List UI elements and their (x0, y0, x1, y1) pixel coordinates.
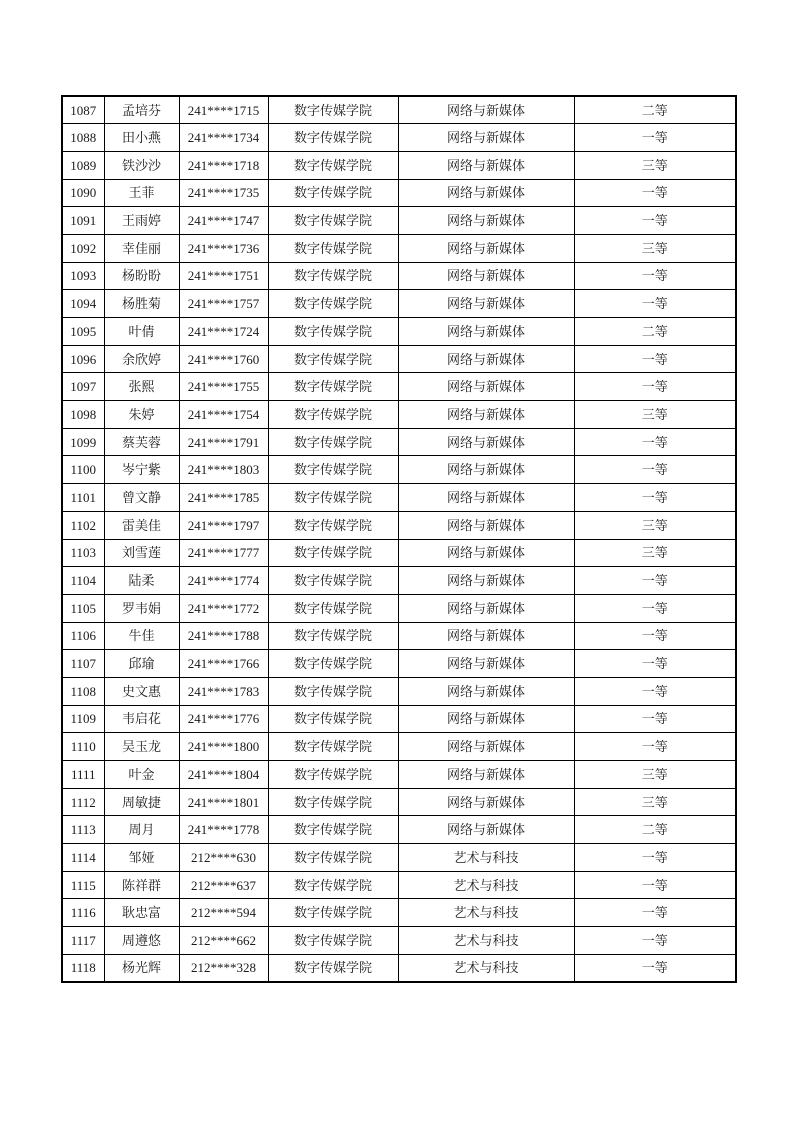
cell-award: 三等 (574, 788, 736, 816)
table-row (62, 456, 736, 484)
cell-student_no: 212****662 (179, 927, 268, 955)
cell-id: 1092 (62, 234, 104, 262)
cell-id: 1111 (62, 761, 104, 789)
cell-student_no: 241****1751 (179, 262, 268, 290)
cell-name: 蔡芙蓉 (104, 428, 179, 456)
cell-college: 数字传媒学院 (268, 567, 398, 595)
cell-name: 曾文静 (104, 484, 179, 512)
cell-college: 数字传媒学院 (268, 318, 398, 346)
cell-id: 1097 (62, 373, 104, 401)
cell-name: 叶倩 (104, 318, 179, 346)
cell-name: 孟培芬 (104, 96, 179, 124)
cell-name: 朱婷 (104, 401, 179, 429)
cell-student_no: 241****1783 (179, 677, 268, 705)
cell-award: 一等 (574, 567, 736, 595)
cell-major: 艺术与科技 (398, 954, 574, 982)
cell-major: 网络与新媒体 (398, 345, 574, 373)
cell-major: 网络与新媒体 (398, 318, 574, 346)
cell-student_no: 212****637 (179, 871, 268, 899)
cell-college: 数字传媒学院 (268, 844, 398, 872)
cell-name: 叶金 (104, 761, 179, 789)
cell-award: 一等 (574, 705, 736, 733)
cell-award: 三等 (574, 234, 736, 262)
cell-id: 1094 (62, 290, 104, 318)
cell-award: 一等 (574, 677, 736, 705)
cell-name: 邱瑜 (104, 650, 179, 678)
cell-student_no: 241****1800 (179, 733, 268, 761)
cell-award: 二等 (574, 318, 736, 346)
cell-student_no: 212****630 (179, 844, 268, 872)
cell-award: 一等 (574, 428, 736, 456)
cell-name: 罗韦娟 (104, 594, 179, 622)
cell-name: 陈祥群 (104, 871, 179, 899)
cell-id: 1096 (62, 345, 104, 373)
cell-award: 一等 (574, 179, 736, 207)
cell-major: 艺术与科技 (398, 844, 574, 872)
cell-major: 网络与新媒体 (398, 96, 574, 124)
cell-name: 田小燕 (104, 124, 179, 152)
cell-award: 三等 (574, 761, 736, 789)
cell-college: 数字传媒学院 (268, 871, 398, 899)
cell-id: 1106 (62, 622, 104, 650)
cell-major: 网络与新媒体 (398, 733, 574, 761)
cell-id: 1095 (62, 318, 104, 346)
award-list-table (61, 95, 737, 983)
cell-student_no: 241****1776 (179, 705, 268, 733)
cell-student_no: 241****1757 (179, 290, 268, 318)
cell-id: 1109 (62, 705, 104, 733)
table-row (62, 96, 736, 124)
table-row (62, 567, 736, 595)
cell-major: 艺术与科技 (398, 927, 574, 955)
cell-award: 一等 (574, 262, 736, 290)
cell-college: 数字传媒学院 (268, 345, 398, 373)
cell-award: 一等 (574, 927, 736, 955)
table-row (62, 428, 736, 456)
cell-college: 数字传媒学院 (268, 539, 398, 567)
cell-major: 网络与新媒体 (398, 567, 574, 595)
cell-major: 网络与新媒体 (398, 262, 574, 290)
cell-name: 幸佳丽 (104, 234, 179, 262)
cell-name: 周月 (104, 816, 179, 844)
cell-student_no: 241****1778 (179, 816, 268, 844)
cell-college: 数字传媒学院 (268, 151, 398, 179)
cell-name: 周敏捷 (104, 788, 179, 816)
cell-college: 数字传媒学院 (268, 234, 398, 262)
cell-student_no: 241****1754 (179, 401, 268, 429)
cell-award: 一等 (574, 871, 736, 899)
cell-id: 1105 (62, 594, 104, 622)
cell-college: 数字传媒学院 (268, 484, 398, 512)
cell-major: 网络与新媒体 (398, 594, 574, 622)
table-body (62, 96, 736, 982)
cell-major: 网络与新媒体 (398, 456, 574, 484)
cell-id: 1101 (62, 484, 104, 512)
cell-college: 数字传媒学院 (268, 761, 398, 789)
cell-award: 一等 (574, 124, 736, 152)
cell-id: 1099 (62, 428, 104, 456)
cell-award: 三等 (574, 539, 736, 567)
table-row (62, 622, 736, 650)
cell-id: 1117 (62, 927, 104, 955)
cell-id: 1113 (62, 816, 104, 844)
cell-major: 网络与新媒体 (398, 677, 574, 705)
table-row (62, 733, 736, 761)
cell-name: 杨胜菊 (104, 290, 179, 318)
cell-student_no: 241****1788 (179, 622, 268, 650)
cell-major: 网络与新媒体 (398, 761, 574, 789)
cell-id: 1107 (62, 650, 104, 678)
cell-name: 雷美佳 (104, 511, 179, 539)
cell-name: 王菲 (104, 179, 179, 207)
cell-college: 数字传媒学院 (268, 816, 398, 844)
cell-name: 王雨婷 (104, 207, 179, 235)
table-row (62, 844, 736, 872)
cell-major: 艺术与科技 (398, 871, 574, 899)
cell-name: 牛佳 (104, 622, 179, 650)
cell-award: 一等 (574, 899, 736, 927)
cell-college: 数字传媒学院 (268, 650, 398, 678)
cell-award: 一等 (574, 373, 736, 401)
cell-college: 数字传媒学院 (268, 456, 398, 484)
cell-award: 三等 (574, 511, 736, 539)
cell-college: 数字传媒学院 (268, 788, 398, 816)
cell-student_no: 241****1734 (179, 124, 268, 152)
table-row (62, 899, 736, 927)
cell-college: 数字传媒学院 (268, 954, 398, 982)
table-row (62, 927, 736, 955)
cell-student_no: 241****1724 (179, 318, 268, 346)
cell-student_no: 241****1785 (179, 484, 268, 512)
cell-major: 网络与新媒体 (398, 428, 574, 456)
cell-name: 张熙 (104, 373, 179, 401)
table-row (62, 761, 736, 789)
cell-award: 一等 (574, 650, 736, 678)
table-row (62, 871, 736, 899)
table-row (62, 345, 736, 373)
cell-name: 岑宁紫 (104, 456, 179, 484)
table-row (62, 234, 736, 262)
cell-name: 耿忠富 (104, 899, 179, 927)
cell-award: 一等 (574, 733, 736, 761)
cell-major: 网络与新媒体 (398, 373, 574, 401)
cell-award: 一等 (574, 954, 736, 982)
cell-college: 数字传媒学院 (268, 927, 398, 955)
cell-major: 网络与新媒体 (398, 124, 574, 152)
table-row (62, 207, 736, 235)
cell-major: 网络与新媒体 (398, 207, 574, 235)
cell-id: 1088 (62, 124, 104, 152)
table-row (62, 318, 736, 346)
cell-student_no: 241****1718 (179, 151, 268, 179)
table-row (62, 539, 736, 567)
cell-award: 一等 (574, 622, 736, 650)
cell-award: 一等 (574, 207, 736, 235)
cell-name: 铁沙沙 (104, 151, 179, 179)
cell-name: 陆柔 (104, 567, 179, 595)
cell-student_no: 241****1766 (179, 650, 268, 678)
table-row (62, 151, 736, 179)
cell-id: 1091 (62, 207, 104, 235)
cell-name: 刘雪莲 (104, 539, 179, 567)
table-row (62, 262, 736, 290)
cell-award: 一等 (574, 345, 736, 373)
cell-id: 1118 (62, 954, 104, 982)
cell-award: 一等 (574, 484, 736, 512)
cell-student_no: 241****1735 (179, 179, 268, 207)
table-row (62, 705, 736, 733)
table-row (62, 179, 736, 207)
cell-name: 史文惠 (104, 677, 179, 705)
table-row (62, 594, 736, 622)
cell-college: 数字传媒学院 (268, 179, 398, 207)
cell-id: 1089 (62, 151, 104, 179)
cell-student_no: 241****1777 (179, 539, 268, 567)
table-row (62, 511, 736, 539)
cell-id: 1093 (62, 262, 104, 290)
table-row (62, 401, 736, 429)
cell-college: 数字传媒学院 (268, 207, 398, 235)
cell-college: 数字传媒学院 (268, 594, 398, 622)
cell-major: 网络与新媒体 (398, 179, 574, 207)
cell-major: 网络与新媒体 (398, 650, 574, 678)
cell-major: 网络与新媒体 (398, 816, 574, 844)
cell-name: 杨盼盼 (104, 262, 179, 290)
cell-college: 数字传媒学院 (268, 290, 398, 318)
cell-award: 二等 (574, 816, 736, 844)
cell-student_no: 241****1791 (179, 428, 268, 456)
cell-college: 数字传媒学院 (268, 622, 398, 650)
cell-award: 一等 (574, 844, 736, 872)
table-row (62, 954, 736, 982)
cell-college: 数字传媒学院 (268, 428, 398, 456)
cell-student_no: 241****1772 (179, 594, 268, 622)
cell-name: 吴玉龙 (104, 733, 179, 761)
cell-award: 二等 (574, 96, 736, 124)
cell-id: 1114 (62, 844, 104, 872)
cell-college: 数字传媒学院 (268, 373, 398, 401)
cell-id: 1108 (62, 677, 104, 705)
cell-major: 网络与新媒体 (398, 290, 574, 318)
table-row (62, 816, 736, 844)
cell-award: 一等 (574, 594, 736, 622)
cell-id: 1110 (62, 733, 104, 761)
cell-student_no: 241****1747 (179, 207, 268, 235)
table-row (62, 788, 736, 816)
cell-name: 周遵悠 (104, 927, 179, 955)
cell-award: 三等 (574, 401, 736, 429)
cell-name: 杨光辉 (104, 954, 179, 982)
cell-major: 网络与新媒体 (398, 622, 574, 650)
cell-major: 网络与新媒体 (398, 401, 574, 429)
cell-major: 网络与新媒体 (398, 539, 574, 567)
cell-id: 1115 (62, 871, 104, 899)
cell-id: 1090 (62, 179, 104, 207)
cell-id: 1100 (62, 456, 104, 484)
cell-college: 数字传媒学院 (268, 733, 398, 761)
cell-major: 网络与新媒体 (398, 484, 574, 512)
table-row (62, 373, 736, 401)
cell-student_no: 241****1804 (179, 761, 268, 789)
cell-id: 1104 (62, 567, 104, 595)
cell-id: 1112 (62, 788, 104, 816)
cell-student_no: 241****1736 (179, 234, 268, 262)
table-row (62, 124, 736, 152)
cell-college: 数字传媒学院 (268, 96, 398, 124)
table-row (62, 484, 736, 512)
cell-award: 三等 (574, 151, 736, 179)
table-row (62, 677, 736, 705)
table-row (62, 290, 736, 318)
cell-major: 网络与新媒体 (398, 151, 574, 179)
cell-student_no: 212****328 (179, 954, 268, 982)
cell-major: 网络与新媒体 (398, 511, 574, 539)
cell-award: 一等 (574, 290, 736, 318)
cell-college: 数字传媒学院 (268, 899, 398, 927)
cell-student_no: 241****1760 (179, 345, 268, 373)
cell-id: 1087 (62, 96, 104, 124)
cell-id: 1102 (62, 511, 104, 539)
cell-college: 数字传媒学院 (268, 401, 398, 429)
cell-major: 网络与新媒体 (398, 788, 574, 816)
cell-student_no: 241****1801 (179, 788, 268, 816)
cell-major: 艺术与科技 (398, 899, 574, 927)
cell-name: 韦启花 (104, 705, 179, 733)
cell-student_no: 241****1755 (179, 373, 268, 401)
cell-student_no: 241****1797 (179, 511, 268, 539)
table-row (62, 650, 736, 678)
cell-college: 数字传媒学院 (268, 124, 398, 152)
cell-student_no: 212****594 (179, 899, 268, 927)
cell-major: 网络与新媒体 (398, 234, 574, 262)
cell-id: 1098 (62, 401, 104, 429)
cell-major: 网络与新媒体 (398, 705, 574, 733)
cell-college: 数字传媒学院 (268, 705, 398, 733)
cell-id: 1116 (62, 899, 104, 927)
cell-college: 数字传媒学院 (268, 511, 398, 539)
cell-college: 数字传媒学院 (268, 677, 398, 705)
cell-college: 数字传媒学院 (268, 262, 398, 290)
cell-name: 邹娅 (104, 844, 179, 872)
cell-id: 1103 (62, 539, 104, 567)
cell-student_no: 241****1803 (179, 456, 268, 484)
cell-student_no: 241****1774 (179, 567, 268, 595)
cell-name: 余欣婷 (104, 345, 179, 373)
cell-student_no: 241****1715 (179, 96, 268, 124)
cell-award: 一等 (574, 456, 736, 484)
